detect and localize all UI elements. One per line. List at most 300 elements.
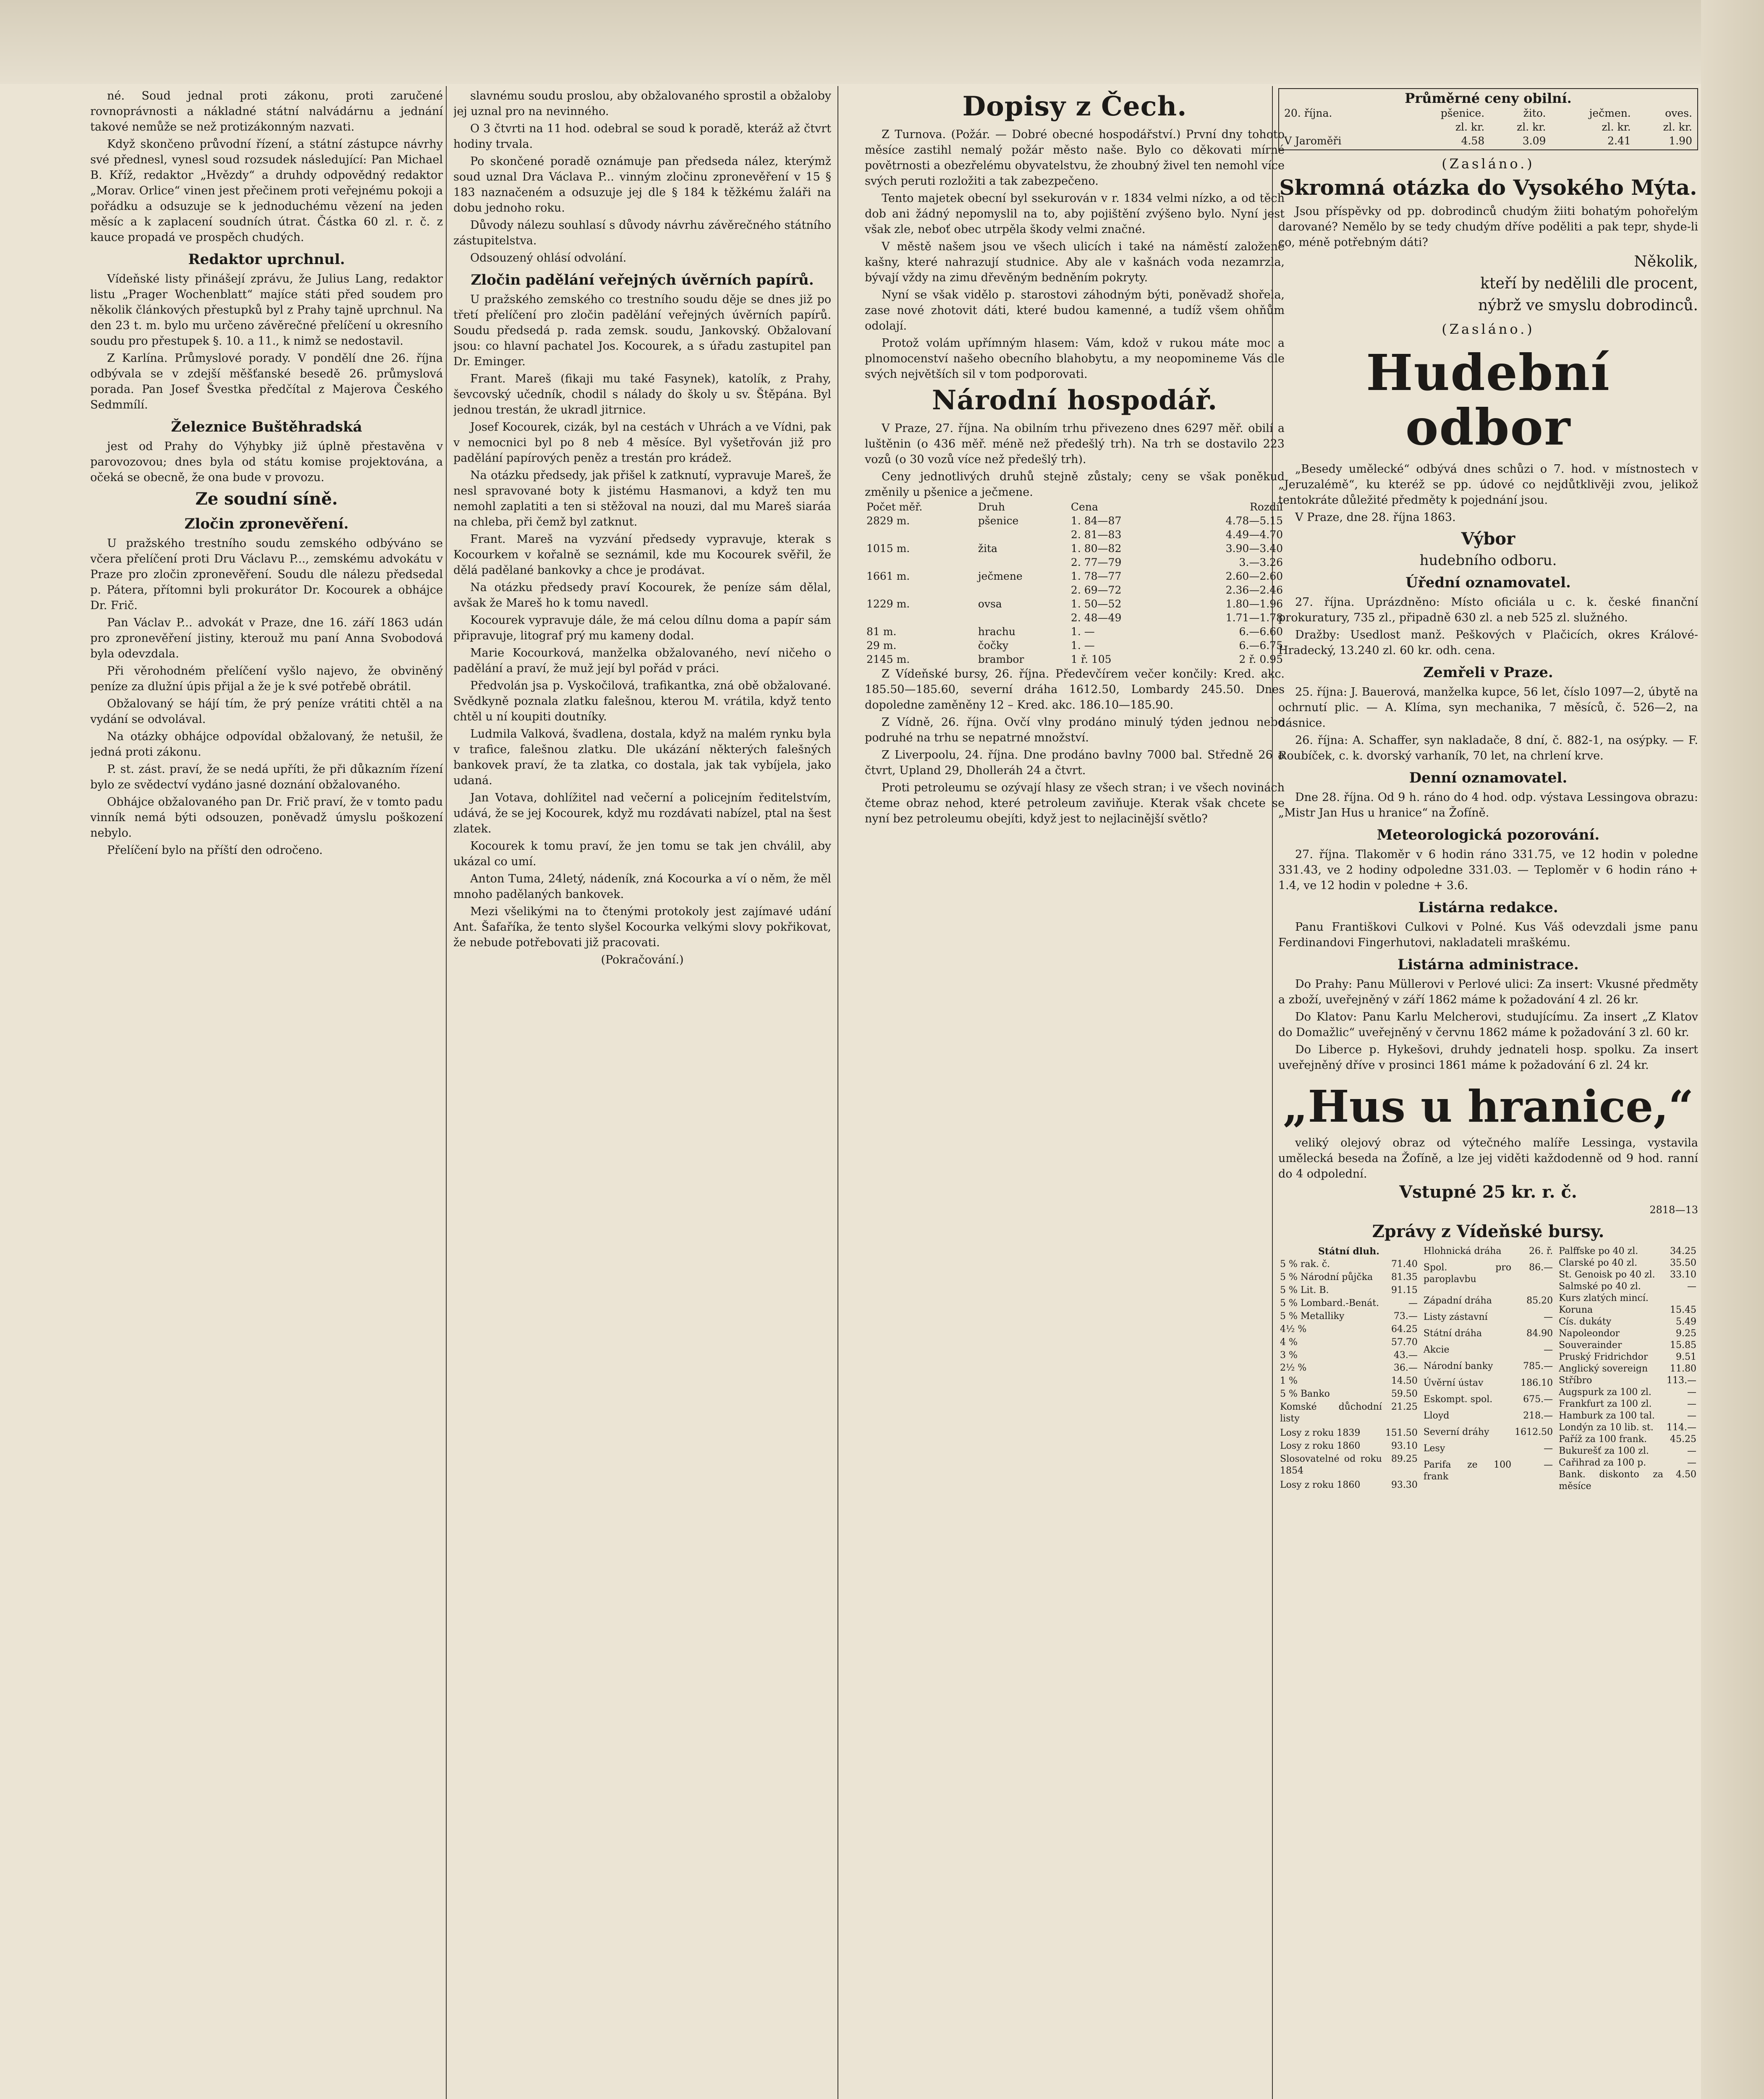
subheading: Zločin zpronevěření. xyxy=(184,516,349,532)
article-text: Protož volám upřímným hlasem: Vám, kdož v rukou máte moc a plnomocenství našeho obecního blahobytu, a my neopomineme Vás dle svých největších sil v tom podporovati. xyxy=(865,337,1285,381)
article-text: Obhájce obžalovaného pan Dr. Frič praví, že v tomto padu vinník nemá býti odsouzen, poněvadž úmyslu poškození nebylo. xyxy=(90,796,443,840)
table-row xyxy=(1278,1337,1419,1350)
table-cell xyxy=(1665,1293,1698,1304)
table-cell: 5 % Banko xyxy=(1280,1389,1330,1400)
table-cell: 1. 84—87 xyxy=(1070,515,1122,527)
table-row xyxy=(1557,1387,1698,1398)
table-cell: — xyxy=(1687,1281,1696,1292)
table-cell: 4 % xyxy=(1280,1337,1298,1348)
box-date: 20. října. xyxy=(1284,107,1332,119)
article-text: Panu Františkovi Culkovi v Polné. Kus Váš odevzdali jsme panu Ferdinandovi Fingerhutovi, nakladateli mraškému. xyxy=(1278,921,1698,949)
table-cell: 4½ % xyxy=(1280,1324,1307,1335)
table-row xyxy=(1557,1304,1698,1316)
section-heading: Národní hospodář. xyxy=(932,385,1218,416)
article-text: V Praze, dne 28. října 1863. xyxy=(1295,511,1456,524)
table-cell: — xyxy=(1687,1458,1696,1468)
article-text: Jsou příspěvky od pp. dobrodinců chudým žiiti bohatým pohořelým darované? Nemělo by se tedy chudým dříve poděliti a pak tepr, shyde-li co, méně potřebným dáti? xyxy=(1278,205,1698,249)
article-text: Do Liberce p. Hykešovi, druhdy jednateli hosp. spolku. Za insert uveřejněný dříve v prosinci 1861 máme k požadování 6 zl. 24 kr. xyxy=(1278,1043,1698,1072)
table-cell: 71.40 xyxy=(1391,1259,1418,1269)
article-text: Z Liverpoolu, 24. října. Dne prodáno bavlny 7000 bal. Středně 26 a čtvrt, Upland 29, Dholleráh 24 a čtvrt. xyxy=(865,749,1285,777)
table-row xyxy=(1422,1311,1555,1328)
article-text: Na otázku předsedy, jak přišel k zatknutí, vypravuje Mareš, že nesl spravované boty k jistému Hasmanovi, a když ten mu nemohl zaplatiti a ten si stěžoval na nouzi, dal mu Mareš siaráa na chleba, při čemž byl zatknut. xyxy=(453,469,831,529)
table-row xyxy=(1422,1295,1555,1311)
grain-price-table xyxy=(865,500,1285,666)
table-cell: 6.—6.60 xyxy=(1239,626,1283,638)
column-3 xyxy=(865,88,1285,2099)
article-text: Odsouzený ohlásí odvolání. xyxy=(470,251,627,264)
table-header: Státní dluh. xyxy=(1318,1246,1379,1257)
price-value: 2.41 xyxy=(1607,135,1631,147)
table-cell xyxy=(865,583,976,597)
table-header: žito. xyxy=(1523,107,1546,119)
table-row xyxy=(865,583,1285,597)
signature: nýbrž ve smyslu dobrodinců. xyxy=(1478,297,1698,314)
table-cell: 1.80—1.96 xyxy=(1225,598,1283,610)
table-cell: žita xyxy=(978,542,997,555)
table-cell: 1.71—1.78 xyxy=(1225,612,1283,624)
table-row xyxy=(1557,1445,1698,1457)
section-heading: Zemřeli v Praze. xyxy=(1423,664,1553,681)
grain-rows xyxy=(865,514,1285,666)
table-cell: 84.90 xyxy=(1526,1328,1553,1339)
table-cell xyxy=(976,555,1069,569)
advert-heading: „Hus u hranice,“ xyxy=(1282,1081,1694,1132)
table-cell: 1. 78—77 xyxy=(1070,570,1122,582)
article-text: Proti petroleumu se ozývají hlasy ze všech stran; i ve všech novinách čteme obraz nehod, které petroleum zaviňuje. Kterak však chcete se nyní bez petroleumu obejíti, když jest to nejlacinější světlo? xyxy=(865,781,1285,825)
signature-heading: Výbor xyxy=(1461,529,1515,549)
table-cell: Souverainder xyxy=(1559,1340,1622,1350)
unit-label: zl. kr. xyxy=(1663,121,1692,133)
article-text: V městě našem jsou ve všech ulicích i také na náměstí založené kašny, které nahrazují studnice. Aby ale v kašnách voda nezamrzla, bývají vždy na zimu dřevěným bedněním pokryty. xyxy=(865,240,1285,284)
table-cell: Londýn za 10 lib. st. xyxy=(1559,1422,1654,1433)
table-row xyxy=(1422,1344,1555,1361)
article-text: V Praze, 27. října. Na obilním trhu přivezeno dnes 6297 měř. obilí a luštěnin (o 436 měř. méně než předešlý trh). Na trh se dostavilo 223 vozů (o 30 vozů více než předešlý trh). xyxy=(865,422,1285,466)
table-row xyxy=(1278,1311,1419,1324)
price-value: 3.09 xyxy=(1522,135,1546,147)
table-cell: 91.15 xyxy=(1391,1285,1418,1296)
table-cell: 186.10 xyxy=(1521,1377,1553,1388)
table-cell: hrachu xyxy=(978,626,1015,638)
table-cell: 2145 m. xyxy=(866,653,910,665)
table-cell: Bank. diskonto za měsíce xyxy=(1559,1469,1664,1492)
table-cell: Losy z roku 1839 xyxy=(1280,1428,1361,1439)
table-cell xyxy=(976,583,1069,597)
table-cell: Úvěrní ústav xyxy=(1423,1377,1484,1388)
article-text: Tento majetek obecní byl ssekurován v r. 1834 velmi nízko, a od těch dob ani žádný nepomyslil na to, aby pojištění zvýšeno bylo. Nyní jest však zle, neboť obec utrpěla škody velmi značné. xyxy=(865,192,1285,236)
table-cell: 3.—3.26 xyxy=(1239,556,1283,568)
table-cell: 1 ř. 105 xyxy=(1070,653,1112,665)
admission-price: Vstupné 25 kr. r. č. xyxy=(1399,1182,1577,1202)
article-text: Ceny jednotlivých druhů stejně zůstaly; ceny se však poněkud změnily u pšenice a ječmene. xyxy=(865,470,1285,499)
article-text: Po skončené poradě oznámuje pan předseda nález, kterýmž soud uznal Dra Václava P... vinným zločinu zpronevěření v 15 § 183 naznačeném a odsuzuje jej dle § 184 k těžkému žaláři na dobu jednoho roku. xyxy=(453,155,831,215)
table-cell: 5 % Národní půjčka xyxy=(1280,1272,1373,1282)
table-cell: Palffske po 40 zl. xyxy=(1559,1246,1638,1256)
table-cell: — xyxy=(1544,1460,1553,1471)
article-text: Při věrohodném přelíčení vyšlo najevo, že obviněný peníze za dlužní úpis přijal a že je k své potřebě obrátil. xyxy=(90,665,443,693)
table-cell: Losy z roku 1860 xyxy=(1280,1479,1361,1490)
article-text: veliký olejový obraz od výtečného malíře Lessinga, vystavila umělecká beseda na Žofíně, a lze jej viděti každodenně od 9 hod. ranní do 4 odpolední. xyxy=(1278,1136,1698,1180)
table-cell: 35.50 xyxy=(1670,1258,1696,1268)
section-heading: Skromná otázka do Vysokého Mýta. xyxy=(1279,175,1697,200)
article-text: Předvolán jsa p. Vyskočilová, trafikantka, zná obě obžalované. Svědkyně poznala zlatku falešnou, kterou M. vrátila, když tento chtěl u ní koupiti doutníky. xyxy=(453,679,831,723)
table-cell: 218.— xyxy=(1523,1410,1553,1421)
table-row xyxy=(1557,1422,1698,1434)
table-cell: 34.25 xyxy=(1670,1246,1696,1256)
article-text: Ludmila Valková, švadlena, dostala, když na malém rynku byla v trafice, falešnou zlatku. Dle ukázání některých falešných bankovek praví, že ta zlatka, co dostala, jak tak vybíjela, jako udaná. xyxy=(453,728,831,787)
article-text: Do Prahy: Panu Müllerovi v Perlové ulici: Za insert: Vkusné předměty a zboží, uveřejněný v září 1862 máme k požadování 4 zl. 26 kr. xyxy=(1278,978,1698,1006)
table-cell: 2. 77—79 xyxy=(1070,556,1122,568)
table-cell: 64.25 xyxy=(1391,1324,1418,1335)
table-cell: Listy zástavní xyxy=(1423,1311,1488,1322)
table-cell: 1. 80—82 xyxy=(1070,542,1122,555)
article-text: Kocourek vypravuje dále, že má celou dílnu doma a papír sám připravuje, litograf prý mu kameny dodal. xyxy=(453,614,831,642)
article-text: Do Klatov: Panu Karlu Melcherovi, studujícímu. Za insert „Z Klatov do Domažlic“ uveřejněný v červnu 1862 máme k požadování 3 zl. 60 kr. xyxy=(1278,1010,1698,1039)
table-cell: ječmene xyxy=(978,570,1023,582)
table-cell: 114.— xyxy=(1667,1422,1696,1433)
table-cell: 6.—6.75 xyxy=(1239,639,1283,652)
table-cell: 3 % xyxy=(1280,1350,1298,1361)
table-cell: 1. — xyxy=(1070,639,1095,652)
article-text: Frant. Mareš (fikaji mu také Fasynek), katolík, z Prahy, ševcovský učedník, chodil s nálady do školy u sv. Štěpána. Byl jednou trestán, že ukradl jitrnice. xyxy=(453,372,831,416)
table-cell: Bukurešť za 100 zl. xyxy=(1559,1446,1649,1456)
continuation-note: (Pokračování.) xyxy=(601,953,684,966)
section-heading: Meteorologická pozorování. xyxy=(1377,827,1600,843)
table-cell: 1. — xyxy=(1070,626,1095,638)
table-row xyxy=(1422,1410,1555,1426)
table-row xyxy=(1278,1479,1419,1492)
table-cell: 2½ % xyxy=(1280,1363,1307,1374)
table-cell: 4.78—5.15 xyxy=(1225,515,1283,527)
unit-label: zl. kr. xyxy=(1517,121,1546,133)
table-header: ječmen. xyxy=(1589,107,1631,119)
table-cell: Severní dráhy xyxy=(1423,1427,1489,1438)
table-cell: 4.50 xyxy=(1676,1469,1696,1480)
table-cell: Hamburk za 100 tal. xyxy=(1559,1411,1655,1421)
table-cell: Západní dráha xyxy=(1423,1295,1492,1306)
table-cell: pšenice xyxy=(978,515,1019,527)
table-cell: 2829 m. xyxy=(866,515,910,527)
table-row xyxy=(1422,1426,1555,1443)
table-cell: Paříž za 100 frank. xyxy=(1559,1434,1647,1445)
table-row xyxy=(1278,1453,1419,1479)
table-cell: 4.49—4.70 xyxy=(1225,529,1283,541)
table-cell: 675.— xyxy=(1523,1394,1553,1405)
table-cell: Anglický sovereign xyxy=(1559,1364,1648,1374)
coins-table xyxy=(1557,1246,1698,1492)
table-cell xyxy=(865,528,976,542)
table-row xyxy=(865,611,1285,625)
table-cell: 2.36—2.46 xyxy=(1225,584,1283,596)
signature: Několik, xyxy=(1634,253,1698,270)
article-text: Z Karlína. Průmyslové porady. V pondělí dne 26. října odbývala se v zdejší měšťanské besedě 26. průmyslová porada. Pan Josef Švestka předčítal z Majerova Českého Sedmmílí. xyxy=(90,352,443,411)
table-header: Počet měř. xyxy=(866,501,923,513)
shares-rows xyxy=(1422,1246,1555,1492)
table-row xyxy=(1557,1257,1698,1269)
table-cell xyxy=(865,555,976,569)
article-text: Josef Kocourek, cizák, byl na cestách v Uhrách a ve Vídni, pak v nemocnici byl po 8 neb 4 měsíce. Byl vyšetřován již pro padělání papírových peněz a trestán pro krádež. xyxy=(453,421,831,465)
table-cell: Eskompt. spol. xyxy=(1423,1394,1493,1405)
article-text: Z Turnova. (Požár. — Dobré obecné hospodářství.) První dny tohoto měsíce zastihl nemalý požár město naše. Bylo co děkovati mírné povětrnosti a obezřelému obyvatelstvu, že zhoubný živel ten nemohl více svých peruti rozložiti a tak zabezpečeno. xyxy=(865,128,1285,188)
article-text: Když skončeno průvodní řízení, a státní zástupce návrhy své přednesl, vynesl soud rozsudek následující: Pan Michael B. Kříž, redaktor „Hvězdy“ a druhdy odpovědný redaktor „Morav. Orlice“ vinen jest přečinem proti veřejnému pokoji a pořádku a odsuzuje se k jednoduchému vězení na jeden měsíc a k zaplacení soudních útrat. Částka 60 zl. r. č. z kauce propadá ve prospěch chudých. xyxy=(90,138,443,244)
table-cell: ovsa xyxy=(978,598,1002,610)
box-title: Průměrné ceny obilní. xyxy=(1405,90,1572,106)
column-1 xyxy=(90,88,443,2099)
table-row xyxy=(865,528,1285,542)
table-row xyxy=(1278,1388,1419,1401)
table-row xyxy=(865,555,1285,569)
article-text: Jan Votava, dohlížitel nad večerní a policejním ředitelstvím, udává, že se jej Kocourek, když mu rozdávati nabízel, ptal na šest zlatek. xyxy=(453,791,831,835)
article-text: 26. října: A. Schaffer, syn nakladače, 8 dní, č. 882-1, na osýpky. — F. Roubíček, c. k. dvorský varhaník, 70 let, na chrlení krve. xyxy=(1278,734,1698,762)
table-row xyxy=(1557,1398,1698,1410)
table-row xyxy=(1422,1328,1555,1344)
table-cell: — xyxy=(1544,1345,1553,1356)
reference-number: 2818—13 xyxy=(1649,1204,1698,1216)
submitted-label: (Zasláno.) xyxy=(1442,156,1535,172)
table-cell: Losy z roku 1860 xyxy=(1280,1441,1361,1452)
top-margin xyxy=(0,0,1764,84)
table-cell: 1 % xyxy=(1280,1376,1298,1387)
table-row xyxy=(865,514,1285,528)
table-row xyxy=(1557,1410,1698,1422)
table-cell: 14.50 xyxy=(1391,1376,1418,1387)
article-text: Z Vídně, 26. října. Ovčí vlny prodáno minulý týden jednou nebo podruhé na trhu se nepatrné množství. xyxy=(865,716,1285,744)
table-row xyxy=(1557,1457,1698,1469)
article-text: Přelíčení bylo na příští den odročeno. xyxy=(107,844,323,857)
article-text: 27. října. Tlakoměr v 6 hodin ráno 331.75, ve 12 hodin v poledne 331.43, ve 2 hodiny odpoledne 331.03. — Teploměr v 6 hodin ráno + 1.4, ve 12 hodin v poledne + 3.6. xyxy=(1278,848,1698,892)
signature: kteří by nedělili dle procent, xyxy=(1480,275,1698,292)
section-heading: Dopisy z Čech. xyxy=(962,91,1187,122)
table-cell: čočky xyxy=(978,639,1009,652)
table-row xyxy=(1422,1377,1555,1394)
table-row xyxy=(1422,1262,1555,1295)
column-rule xyxy=(446,86,447,2099)
table-row xyxy=(1557,1351,1698,1363)
table-row xyxy=(1278,1324,1419,1337)
table-row xyxy=(1278,1427,1419,1440)
table-cell: Slosovatelné od roku 1854 xyxy=(1280,1454,1382,1476)
table-cell: 45.25 xyxy=(1670,1434,1696,1445)
average-prices-box xyxy=(1278,88,1698,150)
table-row xyxy=(1422,1361,1555,1377)
table-row xyxy=(1278,1350,1419,1363)
table-cell: 81 m. xyxy=(866,626,897,638)
signature-text: hudebního odboru. xyxy=(1419,552,1557,569)
article-text: U pražského zemského co trestního soudu děje se dnes již po třetí přelíčení pro zločin padělání veřejných úvěrních papírů. Soudu předsedá p. rada zemsk. soudu, Jankovský. Obžalovaní jsou: co hlavní pachatel Jos. Kocourek, a s úřadu zastupitel pan Dr. Eminger. xyxy=(453,293,831,368)
table-cell: 15.45 xyxy=(1670,1305,1696,1315)
table-row xyxy=(865,625,1285,639)
table-cell: — xyxy=(1687,1387,1696,1398)
table-cell: 1661 m. xyxy=(866,570,910,582)
table-cell: 9.51 xyxy=(1676,1352,1696,1362)
table-row xyxy=(1422,1459,1555,1492)
section-heading: Redaktor uprchnul. xyxy=(188,251,345,268)
table-cell: Clarské po 40 zl. xyxy=(1559,1258,1638,1268)
section-heading: Úřední oznamovatel. xyxy=(1405,574,1571,591)
table-row xyxy=(865,597,1285,611)
average-prices-table xyxy=(1282,106,1694,148)
article-text: slavnému soudu proslou, aby obžalovaného sprostil a obžaloby jej uznal pro na nevinného. xyxy=(453,89,831,118)
column-2 xyxy=(453,88,831,2099)
table-cell: Národní banky xyxy=(1423,1361,1493,1372)
table-row xyxy=(865,569,1285,583)
table-row xyxy=(1278,1298,1419,1311)
table-row xyxy=(865,542,1285,555)
article-text: Dražby: Usedlost manž. Peškových v Plačicích, okres Králové-Hradecký, 13.240 zl. 60 kr. odh. cena. xyxy=(1278,628,1698,657)
table-cell: 1229 m. xyxy=(866,598,910,610)
table-row xyxy=(1278,1401,1419,1427)
table-cell: 33.10 xyxy=(1670,1269,1696,1280)
table-row xyxy=(865,639,1285,652)
table-cell: 93.10 xyxy=(1391,1441,1418,1452)
table-row xyxy=(1278,1440,1419,1453)
table-cell: Státní dráha xyxy=(1423,1328,1482,1339)
table-cell: Parifa ze 100 frank xyxy=(1423,1460,1512,1482)
table-cell: 2.60—2.60 xyxy=(1225,570,1283,582)
section-heading: Listárna redakce. xyxy=(1418,899,1558,916)
table-row xyxy=(1557,1469,1698,1492)
table-cell: — xyxy=(1687,1399,1696,1409)
article-text: Anton Tuma, 24letý, nádeník, zná Kocourka a ví o něm, že měl mnoho padělaných bankovek. xyxy=(453,872,831,901)
column-4 xyxy=(1278,88,1698,2099)
table-cell: Frankfurt za 100 zl. xyxy=(1559,1399,1652,1409)
table-cell: Spol. pro paroplavbu xyxy=(1423,1262,1512,1285)
table-cell: 89.25 xyxy=(1391,1454,1418,1465)
table-cell: 5 % Lit. B. xyxy=(1280,1285,1329,1296)
table-cell: Cís. dukáty xyxy=(1559,1316,1612,1327)
article-text: Marie Kocourková, manželka obžalovaného, neví ničeho o padělání a praví, že muž její byl pořád v práci. xyxy=(453,646,831,675)
table-row xyxy=(1557,1281,1698,1293)
table-cell: Kurs zlatých mincí. xyxy=(1559,1293,1649,1303)
table-cell xyxy=(976,528,1069,542)
table-cell: 85.20 xyxy=(1526,1295,1553,1306)
table-row xyxy=(1557,1316,1698,1328)
table-row xyxy=(1557,1328,1698,1340)
article-text: Pan Václav P... advokát v Praze, dne 16. září 1863 udán pro zpronevěření jistiny, kterouž mu paní Anna Svobodová byla odevzdala. xyxy=(90,616,443,660)
next-page-bleed xyxy=(1701,0,1764,2099)
table-cell: 81.35 xyxy=(1391,1272,1418,1282)
state-debt-rows xyxy=(1278,1259,1419,1492)
state-debt-table xyxy=(1278,1246,1419,1492)
table-cell: Napoleondor xyxy=(1559,1328,1620,1339)
table-cell: — xyxy=(1544,1311,1553,1322)
table-cell: 2 ř. 0.95 xyxy=(1239,653,1283,665)
table-cell: St. Genoisk po 40 zl. xyxy=(1559,1269,1655,1280)
table-cell: — xyxy=(1687,1411,1696,1421)
table-cell: Komské důchodní listy xyxy=(1280,1402,1382,1424)
table-cell: Cařihrad za 100 p. xyxy=(1559,1458,1646,1468)
table-cell: 1612.50 xyxy=(1515,1427,1553,1438)
table-row xyxy=(1422,1443,1555,1459)
table-cell: 151.50 xyxy=(1385,1428,1418,1439)
table-row xyxy=(1557,1340,1698,1351)
advert-heading: Hudební odbor xyxy=(1366,343,1610,456)
table-cell: 2. 48—49 xyxy=(1070,612,1122,624)
table-row xyxy=(1557,1363,1698,1375)
table-cell xyxy=(865,611,976,625)
coins-rows xyxy=(1557,1246,1698,1492)
table-cell: Pruský Fridrichdor xyxy=(1559,1352,1648,1362)
price-value: 1.90 xyxy=(1669,135,1692,147)
article-text: U pražského trestního soudu zemského odbýváno se včera přelíčení proti Dru Václavu P..., zemskému advokátu v Praze pro zločin zpronevěření. Soudu dle nálezu předsedal p. Pátera, přítomni byli prokurátor Dr. Kocourek a obhájce Dr. Frič. xyxy=(90,537,443,612)
table-cell: 73.— xyxy=(1393,1311,1418,1322)
place-name: V Jaroměři xyxy=(1284,135,1342,147)
article-text: Kocourek k tomu praví, že jen tomu se tak jen chválil, aby ukázal co umí. xyxy=(453,840,831,868)
table-cell: 2. 69—72 xyxy=(1070,584,1122,596)
article-text: 25. října: J. Bauerová, manželka kupce, 56 let, číslo 1097—2, úbytě na ochrnutí plic. — A. Klíma, syn mechanika, 7 měsíců, č. 526—2, na dásnice. xyxy=(1278,686,1698,730)
article-text: Nyní se však vidělo p. starostovi záhodným býti, poněvadž shořela, zase nové zhotovit dáti, které budou kamenné, a tudíž všem ohňům odolají. xyxy=(865,288,1285,332)
table-cell: Hlohnická dráha xyxy=(1423,1246,1502,1256)
table-row xyxy=(1278,1285,1419,1298)
table-cell: — xyxy=(1408,1298,1418,1309)
table-header: Druh xyxy=(978,501,1005,513)
unit-label: zl. kr. xyxy=(1602,121,1631,133)
table-cell: 93.30 xyxy=(1391,1479,1418,1490)
table-cell: Salmské po 40 zl. xyxy=(1559,1281,1641,1292)
table-cell: 59.50 xyxy=(1391,1389,1418,1400)
table-cell: 9.25 xyxy=(1676,1328,1696,1339)
price-value: 4.58 xyxy=(1461,135,1485,147)
article-text: O 3 čtvrti na 11 hod. odebral se soud k poradě, kteráž až čtvrt hodiny trvala. xyxy=(453,122,831,151)
table-row xyxy=(1557,1246,1698,1257)
table-cell: 26. ř. xyxy=(1529,1246,1553,1256)
table-header: pšenice. xyxy=(1440,107,1485,119)
table-header: Rozdíl xyxy=(1249,501,1283,513)
table-cell: 113.— xyxy=(1667,1375,1696,1386)
table-cell: Augspurk za 100 zl. xyxy=(1559,1387,1651,1398)
article-text: Vídeňské listy přinášejí zprávu, že Julius Lang, redaktor listu „Prager Wochenblatt“ majíce státi před soudem pro několik článkových přestupků byl z Prahy tajně uprchnul. Na den 23 t. m. bylo mu určeno závěrečné přelíčení u okresního soudu pro přestupek §. 10. a 11., k nimž se nedostavil. xyxy=(90,272,443,348)
section-heading: Ze soudní síně. xyxy=(195,489,338,509)
table-cell: brambor xyxy=(978,653,1024,665)
table-cell: 29 m. xyxy=(866,639,897,652)
table-cell: 5.49 xyxy=(1676,1316,1696,1327)
table-cell: 1015 m. xyxy=(866,542,910,555)
table-header: oves. xyxy=(1665,107,1692,119)
article-text: Obžalovaný se hájí tím, že prý peníze vrátiti chtěl a na vydání se odvolával. xyxy=(90,697,443,726)
table-cell: 21.25 xyxy=(1391,1402,1418,1413)
table-cell: 5 % rak. č. xyxy=(1280,1259,1330,1269)
table-cell: 11.80 xyxy=(1670,1364,1696,1374)
table-cell: Akcie xyxy=(1423,1345,1450,1356)
table-cell: — xyxy=(1544,1443,1553,1454)
section-heading: Zprávy z Vídeňské bursy. xyxy=(1372,1222,1604,1241)
table-row xyxy=(1557,1293,1698,1304)
table-row xyxy=(1278,1272,1419,1285)
submitted-label: (Zasláno.) xyxy=(1442,321,1535,337)
article-text: Z Vídeňské bursy, 26. října. Předevčírem večer končily: Kred. akc. 185.50—185.60, severní dráha 1612.50, Lombardy 245.50. Dnes dopoledne zaměněny 12 – Kred. akc. 186.10—185.90. xyxy=(865,667,1285,712)
table-cell: 1. 50—52 xyxy=(1070,598,1122,610)
table-cell: Koruna xyxy=(1559,1305,1593,1315)
table-cell: 43.— xyxy=(1393,1350,1418,1361)
table-cell: 86.— xyxy=(1529,1262,1553,1273)
article-text: Dne 28. října. Od 9 h. ráno do 4 hod. odp. výstava Lessingova obrazu: „Mistr Jan Hus u hranice“ na Žofíně. xyxy=(1278,791,1698,819)
table-header: Cena xyxy=(1070,501,1098,513)
table-row xyxy=(1278,1362,1419,1375)
article-text: P. st. zást. praví, že se nedá upříti, že při důkazním řízení bylo ze svědectví vydáno jasné doznání obžalovaného. xyxy=(90,763,443,791)
section-heading: Listárna administrace. xyxy=(1398,956,1579,973)
section-heading: Zločin padělání veřejných úvěrních papírů. xyxy=(471,272,814,288)
table-cell: 57.70 xyxy=(1391,1337,1418,1348)
shares-table xyxy=(1422,1246,1555,1492)
table-cell: 2. 81—83 xyxy=(1070,529,1122,541)
article-text: Důvody nálezu souhlasí s důvody návrhu závěrečného státního zástupitelstva. xyxy=(453,219,831,247)
article-text: Frant. Mareš na vyzvání předsedy vypravuje, kterak s Kocourkem v kořalně se seznámil, kde mu Kocourek svěřil, že dělá padělané bankovky a chce je prodávat. xyxy=(453,533,831,577)
article-text: Mezi všelikými na to čtenými protokoly jest zajímavé udání Ant. Šafaříka, že tento slyšel Kocourka velkými slovy pokřikovat, že nebude potřebovati již pracovati. xyxy=(453,905,831,949)
unit-label: zl. kr. xyxy=(1455,121,1485,133)
table-cell: Lesy xyxy=(1423,1443,1445,1454)
article-text: 27. října. Uprázdněno: Místo oficiála u c. k. české finanční prokuratury, 735 zl., připadně 630 zl. a neb 525 zl. služného. xyxy=(1278,596,1698,624)
exchange-tables xyxy=(1278,1246,1698,1492)
article-text: „Besedy umělecké“ odbývá dnes schůzi o 7. hod. v místnostech v „Jeruzalémě“, ku kteréž se pp. údové co nejdůtklivěji zvou, jelikož tentokráte důležité předměty k pojednání jsou. xyxy=(1278,463,1698,507)
